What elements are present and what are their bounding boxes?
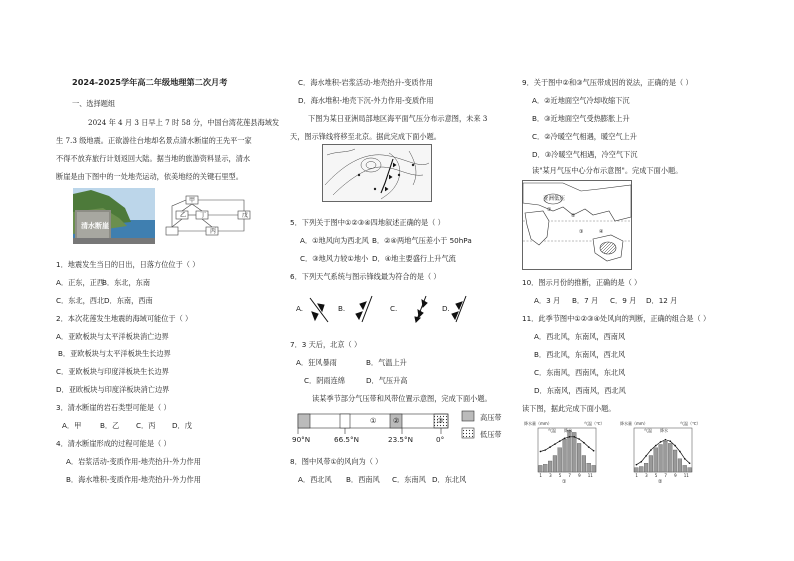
precip-bar: [644, 463, 648, 472]
option[interactable]: A．狂风暴雨: [296, 358, 337, 367]
month-tick: 3: [645, 473, 648, 478]
cliff-photo: [73, 188, 155, 244]
option[interactable]: C．②冷暖空气相遇，暖空气上升: [532, 132, 637, 141]
chart-label: ②: [658, 479, 663, 485]
question-stem: 5．下列关于图中①②③④四地叙述正确的是（ ）: [290, 218, 445, 227]
option[interactable]: B．7 月: [572, 296, 599, 305]
precip-bar: [668, 443, 672, 472]
belt-mark: ①: [370, 416, 377, 425]
option[interactable]: A．①地风向为西北风: [300, 236, 369, 245]
axis-label: 降水量（mm）: [524, 421, 552, 426]
precip-bar: [553, 456, 557, 473]
month-tick: 7: [568, 473, 571, 478]
lat-label: 66.5°N: [334, 435, 359, 444]
option[interactable]: D．④地主要盛行上升气流: [372, 254, 456, 263]
legend-label: 气温: [644, 428, 652, 433]
precip-bar: [572, 432, 576, 472]
option[interactable]: A．正东，正西: [56, 278, 105, 287]
option[interactable]: D．③冷暖空气相遇，冷空气下沉: [532, 150, 638, 159]
belt-mark: ②: [393, 416, 400, 425]
lat-label: 0°: [436, 435, 445, 444]
option[interactable]: B．西南风: [346, 475, 380, 484]
option[interactable]: C．海水堆积-岩浆活动-地壳抬升-变质作用: [298, 78, 433, 87]
intro-line: 读下图，据此完成下面小题。: [522, 404, 616, 413]
option[interactable]: A．甲: [62, 421, 82, 430]
precip-bar: [683, 465, 687, 472]
map-number: ①: [547, 207, 552, 213]
option[interactable]: A．亚欧板块与太平洋板块消亡边界: [56, 332, 169, 341]
question-stem: 9．关于图中②和③气压带成因的说法，正确的是（ ）: [522, 78, 693, 87]
option[interactable]: C．东南风: [392, 475, 426, 484]
isobar-map: [322, 144, 432, 202]
question-stem: 6．下列天气系统与图示锋线最为符合的是（ ）: [290, 272, 441, 281]
precip-bar: [563, 439, 567, 472]
climate-chart-2: [620, 420, 704, 484]
option[interactable]: B．乙: [100, 421, 120, 430]
question-stem: 4．清水断崖形成的过程可能是（ ）: [56, 439, 171, 448]
option[interactable]: C．9 月: [610, 296, 637, 305]
option[interactable]: A．西北风，东南风，西南风: [534, 332, 626, 341]
question-stem: 1．地震发生当日的日出，日落方位位于（ ）: [56, 260, 200, 269]
precip-bar: [639, 467, 643, 473]
option[interactable]: D．东北风: [432, 475, 467, 484]
map-number: ④: [599, 229, 604, 235]
option[interactable]: A．岩浆活动-变质作用-地壳抬升-外力作用: [66, 457, 201, 466]
axis-label: 降水量（mm）: [620, 421, 648, 426]
option[interactable]: D.: [442, 304, 450, 313]
legend-label: 降水: [564, 428, 572, 433]
precip-bar: [664, 441, 668, 472]
option[interactable]: B．③近地面空气受热膨胀上升: [532, 114, 630, 123]
option[interactable]: B．气温上升: [366, 358, 407, 367]
temp-line: [540, 437, 593, 452]
option[interactable]: C．亚欧板块与印度洋板块生长边界: [56, 367, 169, 376]
option[interactable]: B．海水堆积-变质作用-地壳抬升-外力作用: [66, 475, 201, 484]
option[interactable]: B．东北，东南: [102, 278, 151, 287]
section-heading: 一、选择题组: [72, 99, 116, 108]
option[interactable]: B．②④两地气压差小于 50hPa: [372, 236, 472, 245]
precip-bar: [548, 461, 552, 472]
month-tick: 11: [683, 473, 689, 478]
lat-label: 23.5°N: [388, 435, 413, 444]
option[interactable]: C．丙: [136, 421, 156, 430]
precip-bar: [649, 456, 653, 473]
climate-chart-1: [524, 420, 608, 484]
option[interactable]: D．气压升高: [366, 376, 408, 385]
month-tick: 9: [578, 473, 581, 478]
option[interactable]: A．西北风: [298, 475, 332, 484]
month-tick: 11: [587, 473, 593, 478]
month-tick: 1: [635, 473, 638, 478]
option[interactable]: C．③地风力较①地小: [300, 254, 369, 263]
question-stem: 8．图中风带①的风向为（ ）: [290, 457, 383, 466]
flow-label: 甲: [189, 197, 196, 204]
option[interactable]: A.: [296, 304, 304, 313]
pressure-belt-diagram: [292, 412, 458, 448]
month-tick: 1: [539, 473, 542, 478]
precip-bar: [543, 464, 547, 472]
legend-label: 高压带: [480, 413, 502, 422]
precip-bar: [659, 445, 663, 473]
map-number: ②: [571, 213, 576, 219]
flow-label: 丁: [200, 212, 207, 219]
chart-label: ①: [562, 479, 567, 485]
question-stem: 10．图示月份的推断，正确的是（ ）: [522, 278, 642, 287]
month-tick: 7: [664, 473, 667, 478]
map-label: 亚洲低压: [543, 196, 566, 202]
intro-line: 断崖是由下图中的一处地壳运动，依美地经的关键石里型。: [56, 172, 243, 181]
question-stem: 3．清水断崖的岩石类型可能是（ ）: [56, 403, 171, 412]
intro-line: 天，图示锋线将移至北京。据此完成下面小题。: [290, 132, 441, 141]
legend-label: 降水: [660, 428, 668, 433]
precip-bar: [688, 468, 692, 472]
legend-label: 低压带: [480, 430, 502, 439]
legend-swatches: [462, 411, 476, 441]
flow-label: 乙: [180, 212, 187, 219]
flow-label: 丙: [210, 228, 217, 235]
legend-label: 气温: [548, 428, 556, 433]
precip-bar: [582, 456, 586, 473]
map-number: ③: [579, 229, 584, 235]
precip-bar: [592, 465, 596, 472]
lat-label: 90°N: [292, 435, 311, 444]
option[interactable]: D．东南，西南: [104, 296, 153, 305]
precip-bar: [539, 465, 543, 472]
front-symbols: [300, 292, 490, 326]
intro-line: 下图为某日亚洲局部地区海平面气压分布示意图，未来 3: [308, 114, 488, 123]
option[interactable]: C．东北，西北: [56, 296, 105, 305]
option[interactable]: C.: [390, 304, 398, 313]
rock-cycle-diagram: [162, 194, 258, 244]
intro-line: 读"某月气压中心分布示意图"。完成下面小题。: [532, 166, 683, 175]
precip-bar: [635, 468, 639, 472]
option[interactable]: B.: [338, 304, 346, 313]
month-tick: 5: [558, 473, 562, 478]
intro-line: 生 7.3 级地震。正欲游往台地却名景点清水断崖的王先平一家: [56, 136, 252, 145]
option[interactable]: D．海水堆积-地壳下沉-外力作用-变质作用: [298, 96, 434, 105]
option[interactable]: D．亚欧板块与印度洋板块消亡边界: [56, 385, 170, 394]
photo-caption: 清水断崖: [81, 222, 109, 230]
intro-line: 2024 年 4 月 3 日早上 7 时 58 分，中国台湾花莲县海域发: [88, 118, 280, 127]
precip-bar: [678, 459, 682, 472]
option[interactable]: D．戊: [172, 421, 192, 430]
question-stem: 2．本次花莲发生地震的海域可能位于（ ）: [56, 314, 193, 323]
axis-label: 气温（℃）: [680, 421, 701, 426]
option[interactable]: C．东南风，西南风，东北风: [534, 368, 626, 377]
precip-bar: [673, 450, 677, 472]
option[interactable]: D．12 月: [646, 296, 678, 305]
pressure-center-map: [522, 180, 632, 270]
axis-label: 气温（℃）: [584, 421, 605, 426]
precip-bar: [587, 463, 591, 472]
flow-label: 戊: [242, 212, 249, 219]
option[interactable]: C．阴雨连绵: [304, 376, 345, 385]
page-title: 2024-2025学年高二年级地理第二次月考: [72, 77, 228, 87]
option[interactable]: A．3 月: [534, 296, 561, 305]
option[interactable]: D．东南风，西南风，西北风: [534, 386, 626, 395]
intro-line: 不得不放弃旅行计划返回大陆。据当地的旅游资料显示，清水: [56, 154, 251, 163]
belt-mark: ③: [437, 416, 444, 425]
question-stem: 11．此季节图中①②③④处风向的判断，正确的组合是（ ）: [522, 314, 711, 323]
option[interactable]: B．亚欧板块与太平洋板块生长边界: [58, 349, 171, 358]
precip-bar: [577, 443, 581, 472]
precip-bar: [558, 448, 562, 472]
month-tick: 3: [549, 473, 552, 478]
precip-bar: [654, 448, 658, 472]
question-stem: 7．3 天后，北京（ ）: [290, 340, 362, 349]
month-tick: 5: [654, 473, 658, 478]
intro-line: 读某季节部分气压带和风带位置示意图，完成下面小题。: [312, 394, 492, 403]
option[interactable]: A．②近地面空气冷却收缩下沉: [532, 96, 630, 105]
option[interactable]: B．西北风，东南风，西北风: [534, 350, 626, 359]
month-tick: 9: [674, 473, 677, 478]
